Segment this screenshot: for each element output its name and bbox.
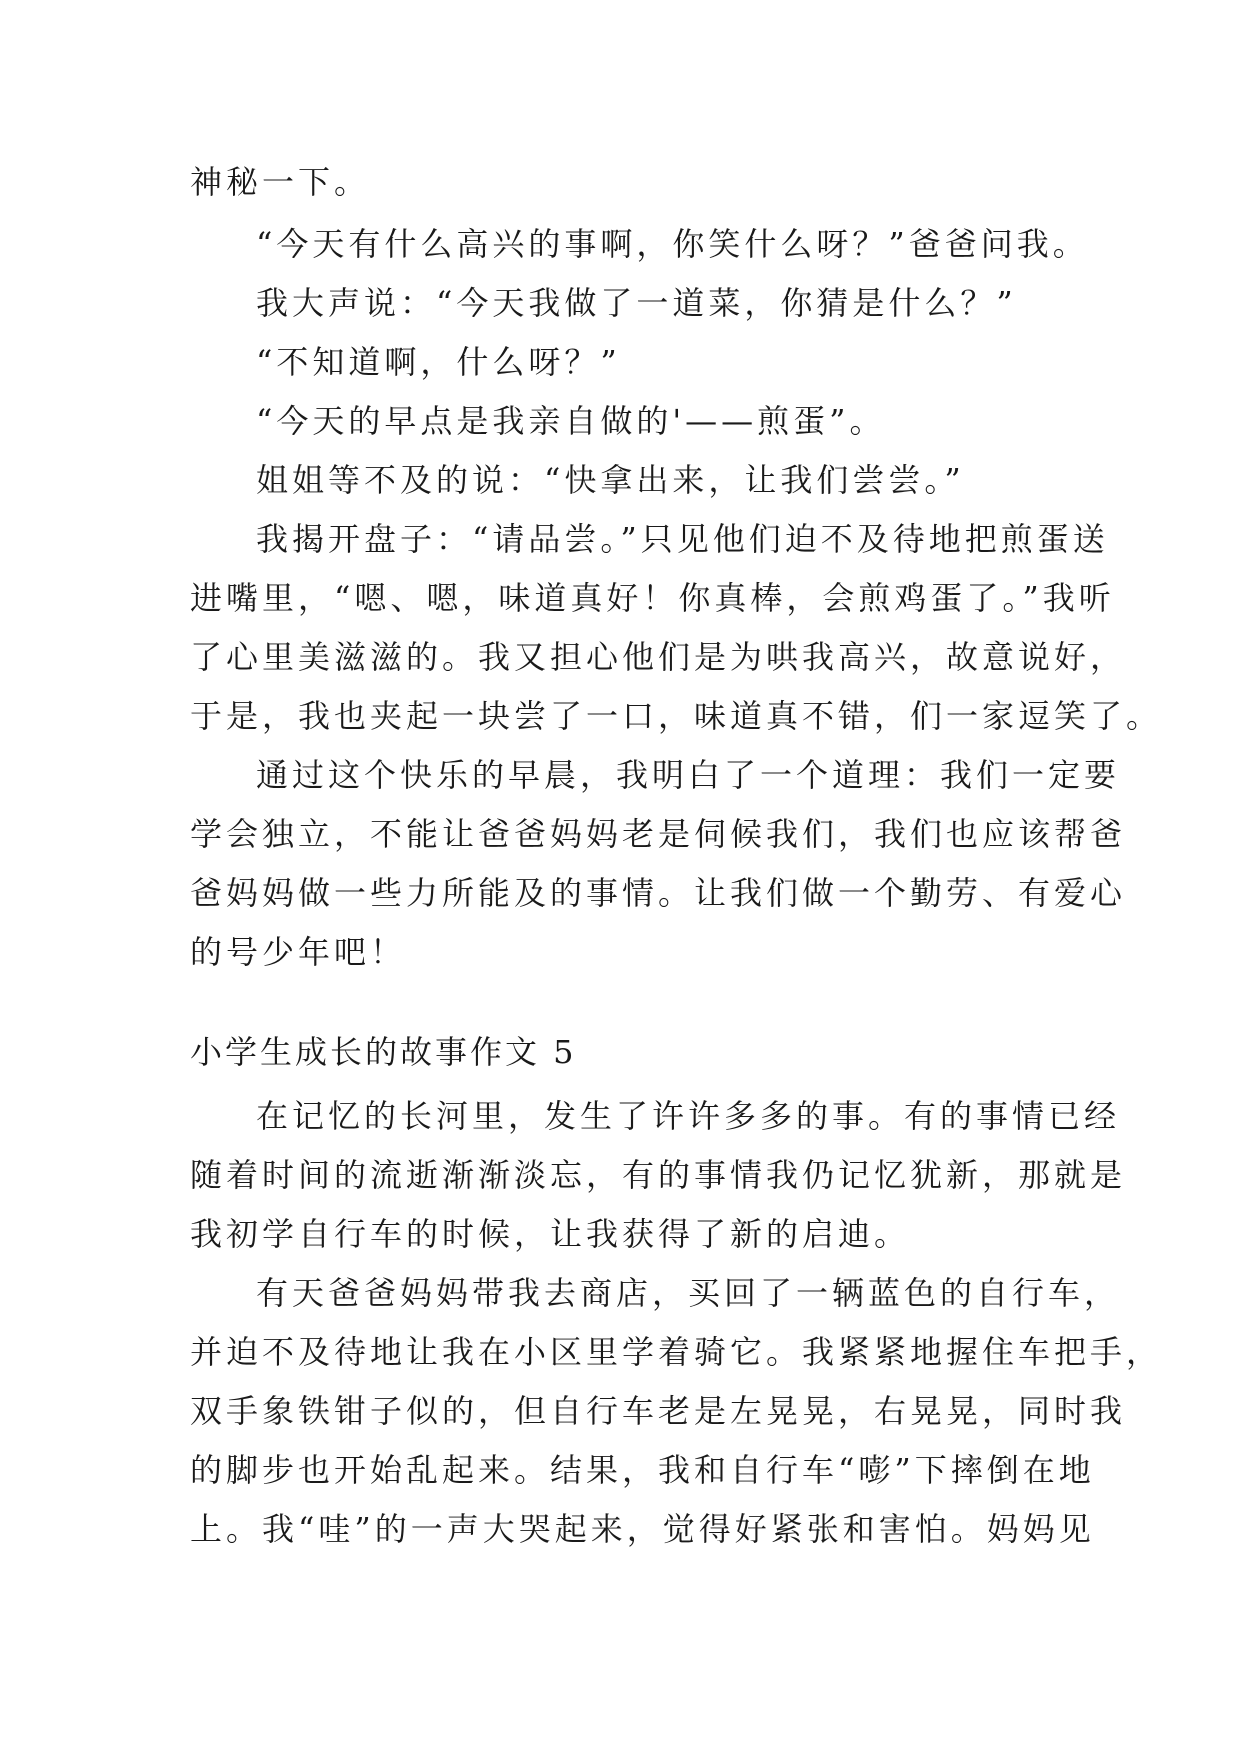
- text-line: 双手象铁钳子似的，但自行车老是左晃晃，右晃晃，同时我: [190, 1392, 1127, 1430]
- text-line: “今天有什么高兴的事啊，你笑什么呀？”爸爸问我。: [256, 225, 1089, 263]
- text-line: 有天爸爸妈妈带我去商店，买回了一辆蓝色的自行车，: [256, 1274, 1121, 1312]
- text-line: 上。我“哇”的一声大哭起来，觉得好紧张和害怕。妈妈见: [190, 1510, 1095, 1548]
- text-line: 的号少年吧！: [190, 933, 407, 971]
- text-line: 并迫不及待地让我在小区里学着骑它。我紧紧地握住车把手，: [190, 1333, 1163, 1371]
- text-line: “今天的早点是我亲自做的'——煎蛋”。: [256, 402, 886, 440]
- section-heading: 小学生成长的故事作文 5: [190, 1033, 577, 1071]
- text-line: 姐姐等不及的说：“快拿出来，让我们尝尝。”: [256, 461, 965, 499]
- text-line: 我大声说：“今天我做了一道菜，你猜是什么？”: [256, 284, 1017, 322]
- text-line: 我揭开盘子：“请品尝。”只见他们迫不及待地把煎蛋送: [256, 520, 1109, 558]
- text-line: 通过这个快乐的早晨，我明白了一个道理：我们一定要: [256, 756, 1121, 794]
- text-line: 于是，我也夹起一块尝了一口，味道真不错，们一家逗笑了。: [190, 697, 1163, 735]
- text-line: 神秘一下。: [190, 163, 371, 201]
- text-line: 爸妈妈做一些力所能及的事情。让我们做一个勤劳、有爱心: [190, 874, 1127, 912]
- text-line: 随着时间的流逝渐渐淡忘，有的事情我仍记忆犹新，那就是: [190, 1156, 1127, 1194]
- text-line: 进嘴里，“嗯、嗯，味道真好！你真棒，会煎鸡蛋了。”我听: [190, 579, 1115, 617]
- text-line: 了心里美滋滋的。我又担心他们是为哄我高兴，故意说好，: [190, 638, 1127, 676]
- text-line: 在记忆的长河里，发生了许许多多的事。有的事情已经: [256, 1097, 1121, 1135]
- text-line: 的脚步也开始乱起来。结果，我和自行车“嘭”下摔倒在地: [190, 1451, 1095, 1489]
- text-line: 学会独立，不能让爸爸妈妈老是伺候我们，我们也应该帮爸: [190, 815, 1127, 853]
- text-line: 我初学自行车的时候，让我获得了新的启迪。: [190, 1215, 911, 1253]
- text-line: “不知道啊，什么呀？”: [256, 343, 621, 381]
